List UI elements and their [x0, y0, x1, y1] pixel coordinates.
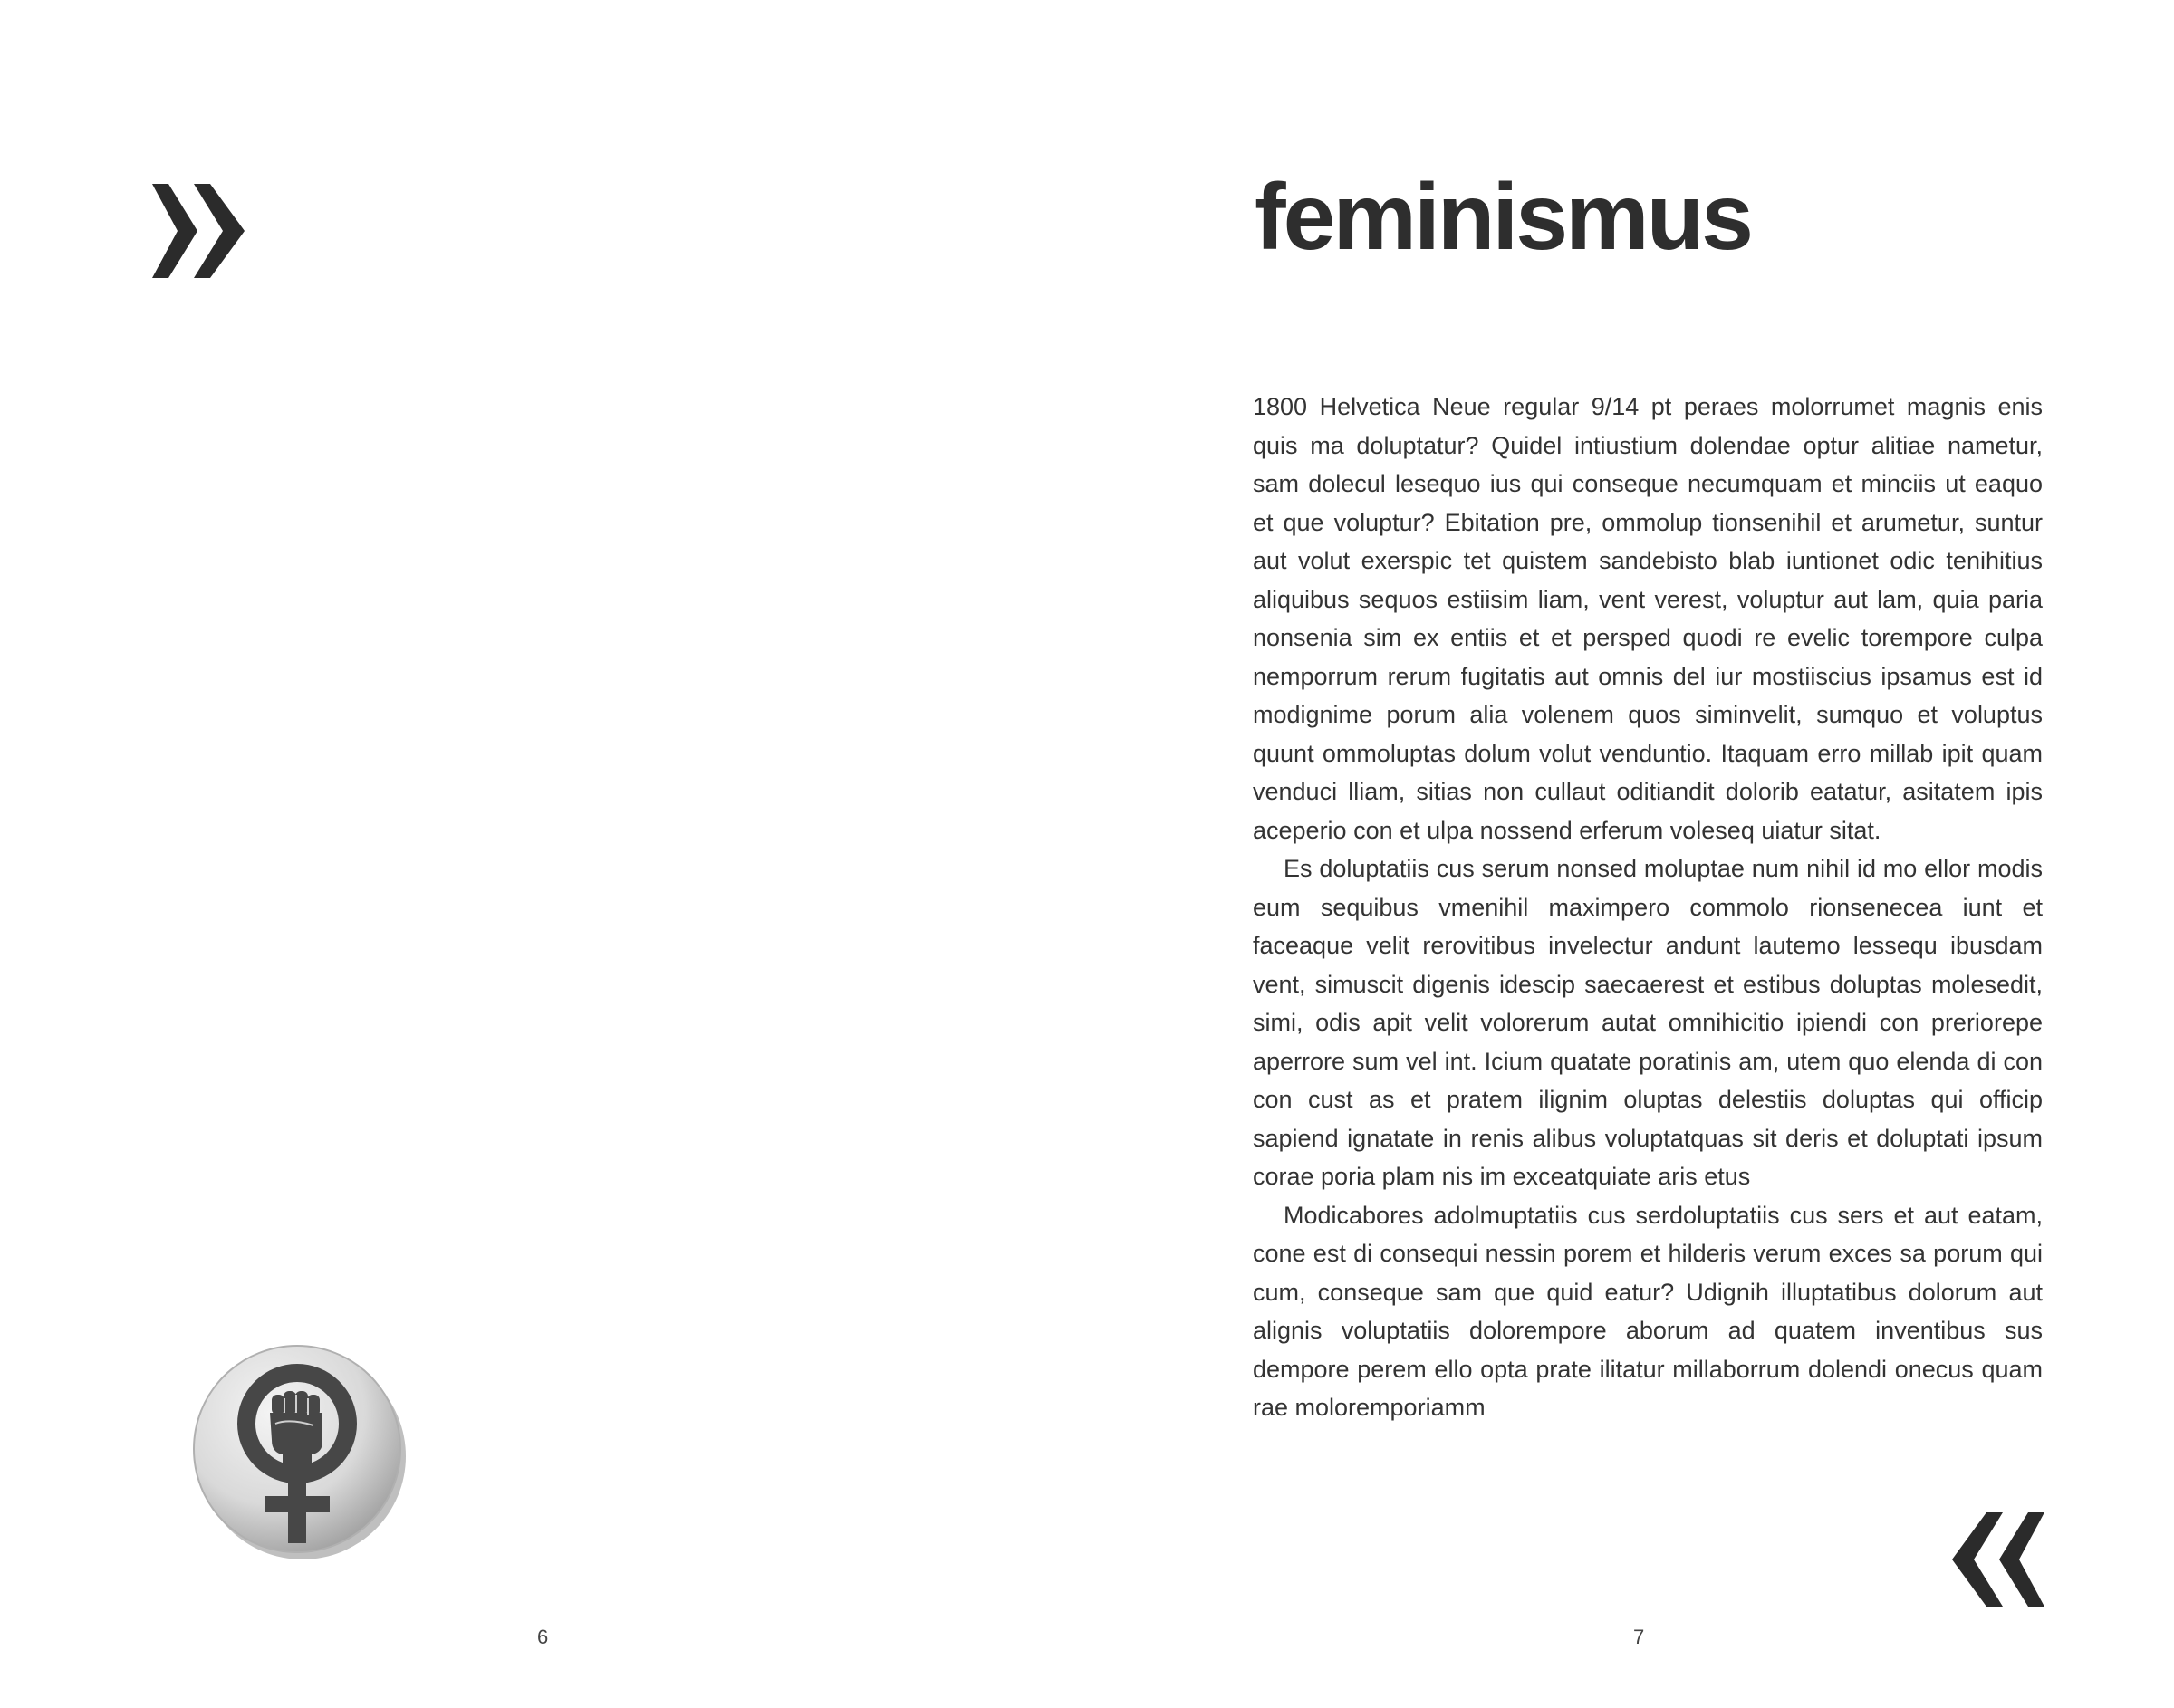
body-text	[1253, 388, 2043, 1427]
paragraph-2: Es doluptatiis cus serum nonsed moluptae num nihil id mo ellor modis eum sequibus vmenihil maximpero commolo rionsenecea iunt et faceaque velit rerovitibus invelectur andunt lautemo lessequ ibusdam vent, simuscit digenis idescip saecaerest et estibus doluptas molesedit, simi, odis apit velit volorerum autat omnihicitio ipiendi con preriorepe aperrore sum vel int. Icium quatate poratinis am, utem quo elenda di con con cust as et pratem ilignim oluptas delestiis doluptas qui officip sapiend ignatate in renis alibus voluptatquas sit deris et doluptati ipsum corae poria plam nis im exceatquiate aris etus	[1253, 855, 2043, 1190]
page-number-right: 7	[1633, 1626, 1645, 1648]
page-number-left: 6	[537, 1626, 549, 1648]
double-chevron-right-icon	[152, 184, 245, 278]
paragraph-1: 1800 Helvetica Neue regular 9/14 pt peraes molorrumet magnis enis quis ma doluptatur? Quidel intiustium dolendae optur alitiae nametur, sam dolecul lesequo ius qui conseque necumquam et minciis ut eaquo et que voluptur? Ebitation pre, ommolup tionsenihil et arumetur, suntur aut volut exerspic tet quistem sandebisto blab iuntionet odic tenihitius aliquibus sequos estiisim liam, vent verest, voluptur aut lam, quia paria nonsenia sim ex entiis et et persped quodi re evelic torempore culpa nemporrum rerum fugitatis aut omnis del iur mostiiscius ipsamus est id modignime porum alia volenem quos siminvelit, sumquo et voluptus quunt ommoluptas dolum volut venduntio. Itaquam erro millab ipit quam venduci lliam, sitias non cullaut oditiandit dolorib eatatur, asitatem ipis aceperio con et ulpa nossend erferum voleseq uiatur sitat.	[1253, 393, 2043, 844]
page-title: feminismus	[1255, 165, 1751, 270]
paragraph-3: Modicabores adolmuptatiis cus serdoluptatiis cus sers et aut eatam, cone est di consequi nessin porem et hilderis verum exces sa porum qui cum, conseque sam que quid eatur? Udignih illuptatibus dolorum aut alignis voluptatiis dolorempore aborum ad quatem inventibus sus dempore perem ello opta prate ilitatur millaborrum dolendi onecus quam rae moloremporiamm	[1253, 1201, 2043, 1421]
feminist-fist-badge-icon	[188, 1340, 409, 1561]
right-page	[1087, 0, 2174, 1708]
double-chevron-left-icon	[1952, 1512, 2044, 1607]
